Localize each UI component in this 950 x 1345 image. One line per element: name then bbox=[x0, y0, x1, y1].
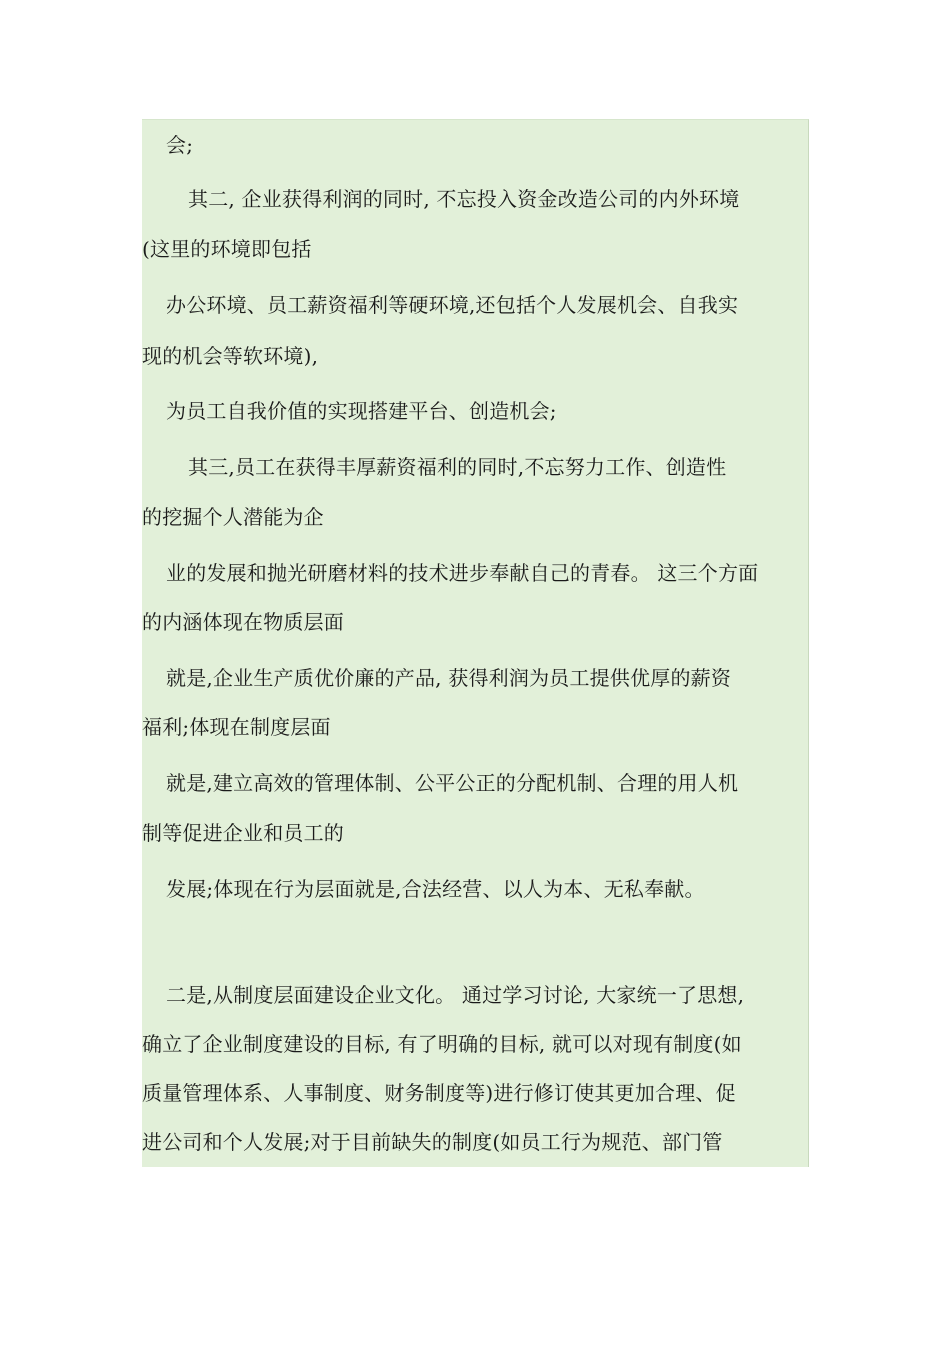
text-line: 就是,企业生产质优价廉的产品, 获得利润为员工提供优厚的薪资 bbox=[166, 666, 732, 690]
text-line: 二是,从制度层面建设企业文化。 通过学习讨论, 大家统一了思想, bbox=[166, 983, 745, 1007]
text-line: 为员工自我价值的实现搭建平台、创造机会; bbox=[166, 399, 557, 423]
text-line: 就是,建立高效的管理体制、公平公正的分配机制、合理的用人机 bbox=[166, 771, 739, 795]
text-line: 制等促进企业和员工的 bbox=[142, 821, 344, 845]
text-line: 福利;体现在制度层面 bbox=[142, 715, 331, 739]
text-line: 进公司和个人发展;对于目前缺失的制度(如员工行为规范、部门管 bbox=[142, 1130, 723, 1154]
text-line: 业的发展和抛光研磨材料的技术进步奉献自己的青春。 这三个方面 bbox=[166, 561, 759, 585]
text-line: 的挖掘个人潜能为企 bbox=[142, 505, 324, 529]
text-line: 其三,员工在获得丰厚薪资福利的同时,不忘努力工作、创造性 bbox=[188, 455, 727, 479]
text-line: 办公环境、员工薪资福利等硬环境,还包括个人发展机会、自我实 bbox=[166, 293, 739, 317]
text-line: 确立了企业制度建设的目标, 有了明确的目标, 就可以对现有制度(如 bbox=[142, 1032, 742, 1056]
text-line: 其二, 企业获得利润的同时, 不忘投入资金改造公司的内外环境 bbox=[188, 187, 740, 211]
document-text-area bbox=[142, 119, 809, 1167]
text-line: 发展;体现在行为层面就是,合法经营、以人为本、无私奉献。 bbox=[166, 877, 705, 901]
text-line: 的内涵体现在物质层面 bbox=[142, 610, 344, 634]
text-line: 质量管理体系、人事制度、财务制度等)进行修订使其更加合理、促 bbox=[142, 1081, 736, 1105]
text-line: 会; bbox=[166, 133, 194, 157]
text-line: 现的机会等软环境), bbox=[142, 344, 319, 368]
text-line: (这里的环境即包括 bbox=[142, 237, 312, 261]
